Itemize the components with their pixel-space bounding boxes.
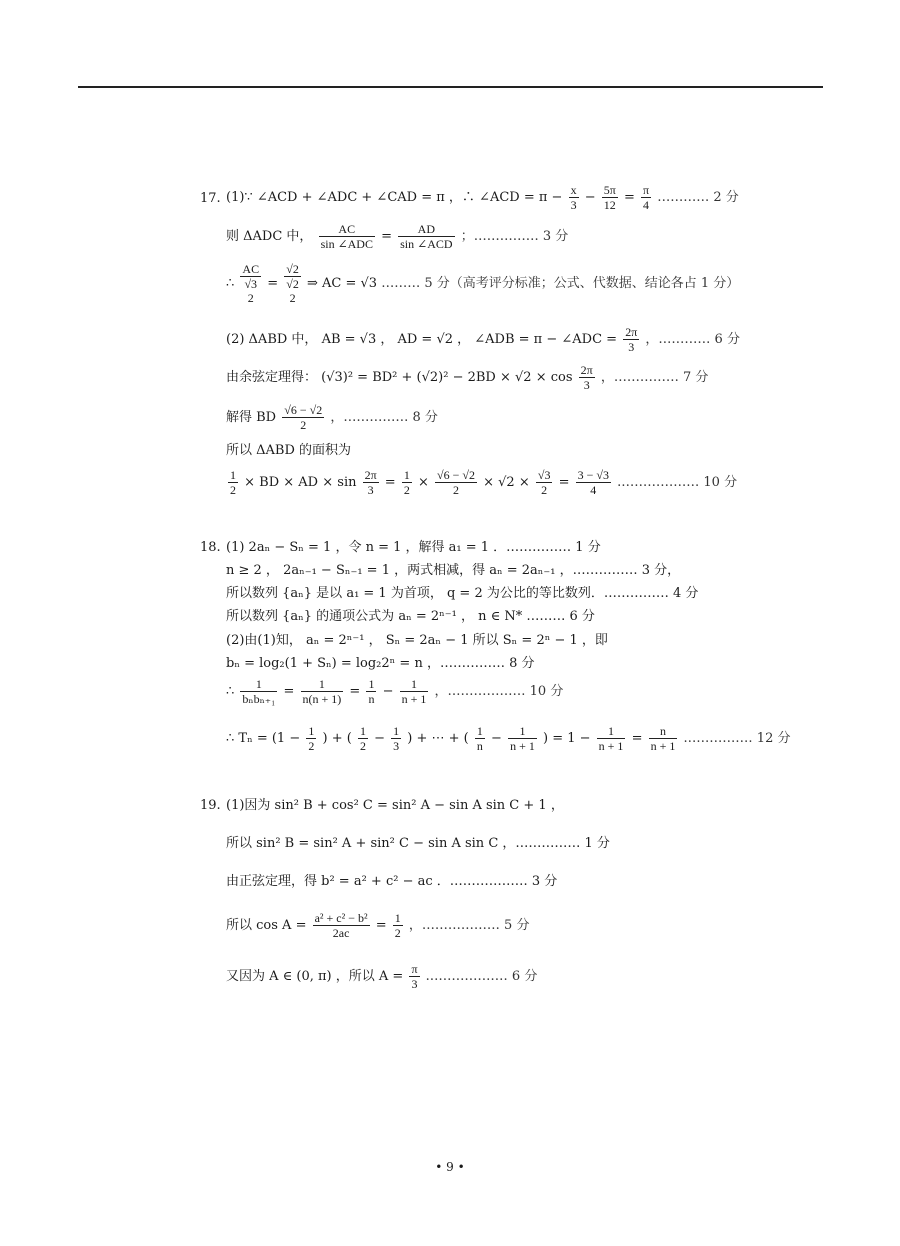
fraction: $\frac{1}{n + 1}$ bbox=[598, 724, 624, 753]
fraction: $\frac{1}{n + 1}$ bbox=[401, 677, 427, 706]
q17-line-8: $\frac{1}{2}$ × BD × AD × sin $\frac{2\pi}{3}$ = $\frac{1}{2}$ × $\frac{√6 - √2}{2}$ × √2 × $\frac{√3}{2}$ = $\frac{3 - √3}{4}$ .……………… 10 分 bbox=[230, 468, 738, 497]
score-mark: ……… 5 分（高考评分标准；公式、代数据、结论各占 1 分） bbox=[381, 276, 740, 291]
fraction: $\frac{1}{n + 1}$ bbox=[510, 724, 535, 753]
q17-line-3: ∴ AC √3 2 = √2 √2 2 ⇒ AC = √3 ……… 5 分（高考评分标准；公式、代数据、结论各占 1 分） bbox=[226, 262, 740, 305]
fraction: $\frac{1}{\text{bₙbₙ₊₁}}$ bbox=[242, 677, 276, 706]
fraction: $\frac{1}{2}$ bbox=[394, 911, 401, 940]
q18-line-5: (2)由(1)知， aₙ = 2ⁿ⁻¹ ， Sₙ = 2aₙ − 1 所以 Sₙ = 2ⁿ − 1 ，即 bbox=[226, 633, 608, 648]
q17-l5-text: 由余弦定理得： (√3)² = BD² + (√2)² − 2BD × √2 × cos bbox=[226, 370, 573, 385]
q18-l8-d: ) = 1 − bbox=[542, 731, 591, 746]
page-number: • 9 • bbox=[435, 1160, 465, 1174]
score-mark: ，…………… 8 分 bbox=[330, 410, 438, 425]
score-mark: ，…………… 7 分 bbox=[600, 370, 709, 385]
compound-fraction: AC √3 2 bbox=[242, 262, 260, 305]
header-rule bbox=[78, 86, 823, 88]
score-mark: ；…………… 3 分 bbox=[460, 229, 569, 244]
fraction: $\frac{1}{3}$ bbox=[393, 724, 400, 753]
q18-line-2: n ≥ 2 ， 2aₙ₋₁ − Sₙ₋₁ = 1 ，两式相减，得 aₙ = 2aₙ₋₁ ，…………… 3 分， bbox=[226, 563, 681, 578]
q17-l2-text: 则 ΔADC 中， bbox=[226, 229, 313, 244]
q17-line-4 bbox=[226, 325, 740, 354]
fraction: $\frac{2\pi}{3}$ bbox=[625, 325, 638, 354]
q18-line-7: ∴ $\frac{1}{\text{bₙbₙ₊₁}}$ = $\frac{1}{n(n + 1)}$ = $\frac{1}{n}$ − $\frac{1}{n + 1}$ ，……………… 10 分 bbox=[226, 677, 564, 706]
q19-line-4: 所以 cos A = $\frac{\text{a² + c² − b²}}{2ac}$ = $\frac{1}{2}$ ，……………… 5 分 bbox=[226, 911, 530, 940]
score-mark: .…………… 12 分 bbox=[683, 731, 791, 746]
fraction: $\frac{√6 - √2}{2}$ bbox=[437, 468, 475, 497]
q17-line-2: 则 ΔADC 中， $\frac{AC}{\text{sin ∠ADC}}$ = $\frac{AD}{\text{sin ∠ACD}}$ ；…………… 3 分 bbox=[226, 222, 569, 251]
fraction: $\frac{AC}{\text{sin ∠ADC}}$ bbox=[320, 222, 373, 251]
fraction: $\frac{\pi}{4}$ bbox=[642, 183, 650, 212]
q17-number: 17. bbox=[200, 191, 221, 206]
q17-l1-text: (1)∵ ∠ACD + ∠ADC + ∠CAD = π ，∴ ∠ACD = π − bbox=[226, 190, 563, 205]
fraction: $\frac{1}{n(n + 1)}$ bbox=[302, 677, 342, 706]
q19-number: 19. bbox=[200, 798, 221, 813]
fraction: $\frac{1}{2}$ bbox=[403, 468, 410, 497]
q17-line-1: (1)∵ ∠ACD + ∠ADC + ∠CAD = π ，∴ ∠ACD = π − $\frac{x}{3}$ − $\frac{5\pi}{12}$ = $\frac{\pi}{4}$ ………… 2 分 bbox=[226, 183, 739, 212]
q18-l8-c: ) + ⋯ + ( bbox=[407, 731, 469, 746]
q17-l3-result: ⇒ AC = √3 bbox=[307, 276, 378, 291]
fraction: $\frac{√3}{2}$ bbox=[537, 468, 551, 497]
score-mark: ，……………… 10 分 bbox=[434, 684, 564, 699]
q19-line-3: 由正弦定理，得 b² = a² + c² − ac ．……………… 3 分 bbox=[226, 874, 558, 889]
score-mark: ………… 2 分 bbox=[657, 190, 739, 205]
q18-number: 18. bbox=[200, 540, 221, 555]
compound-fraction: √2 √2 2 bbox=[286, 262, 299, 305]
score-mark: ，………… 6 分 bbox=[645, 332, 740, 347]
fraction: $\frac{2\pi}{3}$ bbox=[364, 468, 377, 497]
fraction: $\frac{x}{3}$ bbox=[570, 183, 577, 212]
score-mark: .……………… 6 分 bbox=[425, 969, 538, 984]
q19-line-1: (1)因为 sin² B + cos² C = sin² A − sin A sin C + 1 ， bbox=[226, 798, 564, 813]
q18-line-3: 所以数列 {aₙ} 是以 a₁ = 1 为首项， q = 2 为公比的等比数列．…………… 4 分 bbox=[226, 586, 699, 601]
fraction: $\frac{3 - √3}{4}$ bbox=[577, 468, 609, 497]
fraction: $\frac{n}{n + 1}$ bbox=[650, 724, 676, 753]
q18-line-4: 所以数列 {aₙ} 的通项公式为 aₙ = 2ⁿ⁻¹ ， n ∈ N* ……… 6 分 bbox=[226, 609, 595, 624]
q17-l4-text: (2) ΔABD 中， AB = √3 ， AD = √2 ， ∠ADB = π − ∠ADC = bbox=[226, 332, 618, 347]
fraction: $\frac{1}{2}$ bbox=[359, 724, 366, 753]
q18-line-8: ∴ Tₙ = (1 − $\frac{1}{2}$ ) + ( $\frac{1}{2}$ − $\frac{1}{3}$ ) + ⋯ + ( $\frac{1}{n}$ − $\frac{1}{n + 1}$ ) = 1 − $\frac{1}{n + 1}$ = $\frac{n}{n + 1}$ .…………… 12 分 bbox=[226, 724, 791, 753]
q17-l6-text: 解得 BD bbox=[226, 410, 277, 425]
q19-l5-text: 又因为 A ∈ (0, π) ，所以 A = bbox=[226, 969, 404, 984]
fraction: $\frac{5\pi}{12}$ bbox=[603, 183, 616, 212]
fraction: $\frac{\text{a² + c² − b²}}{2ac}$ bbox=[314, 911, 368, 940]
fraction: $\frac{1}{2}$ bbox=[230, 468, 236, 497]
score-mark: ，……………… 5 分 bbox=[408, 918, 530, 933]
therefore-symbol: ∴ bbox=[226, 684, 235, 699]
q19-l4-text: 所以 cos A = bbox=[226, 918, 307, 933]
q19-line-5 bbox=[226, 962, 537, 991]
fraction: $\frac{AD}{\text{sin ∠ACD}}$ bbox=[400, 222, 453, 251]
fraction: $\frac{1}{n}$ bbox=[368, 677, 375, 706]
fraction: $\frac{1}{n}$ bbox=[476, 724, 483, 753]
q18-l8-a: ∴ Tₙ = (1 − bbox=[226, 731, 301, 746]
q18-line-6: bₙ = log₂(1 + Sₙ) = log₂2ⁿ = n ，…………… 8 分 bbox=[226, 656, 535, 671]
q19-line-2: 所以 sin² B = sin² A + sin² C − sin A sin C ，…………… 1 分 bbox=[226, 836, 610, 851]
fraction: $\frac{\pi}{3}$ bbox=[411, 962, 418, 991]
fraction: $\frac{2\pi}{3}$ bbox=[580, 363, 593, 392]
q17-line-7: 所以 ΔABD 的面积为 bbox=[226, 443, 352, 458]
fraction: $\frac{1}{2}$ bbox=[308, 724, 315, 753]
fraction: $\frac{√6 - √2}{2}$ bbox=[284, 403, 323, 432]
q18-line-1: (1) 2aₙ − Sₙ = 1 ，令 n = 1 ，解得 a₁ = 1 ．…………… 1 分 bbox=[226, 540, 601, 555]
q18-l8-b: ) + ( bbox=[322, 731, 352, 746]
q17-l8-mid: × √2 × bbox=[483, 475, 530, 490]
q17-l8-text: × BD × AD × sin bbox=[244, 475, 357, 490]
q17-line-5 bbox=[226, 363, 708, 392]
q17-line-6 bbox=[226, 403, 438, 432]
score-mark: .……………… 10 分 bbox=[617, 475, 738, 490]
